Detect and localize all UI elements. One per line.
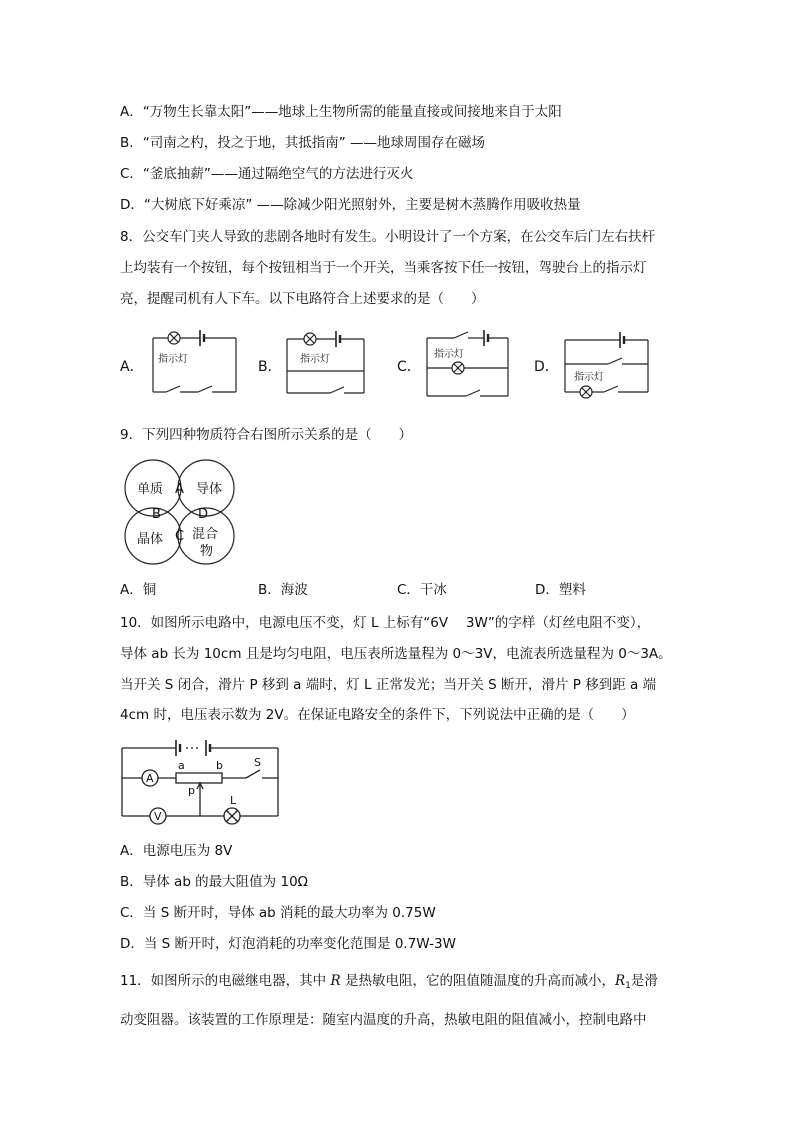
q8-option-c-label: C． bbox=[397, 359, 421, 375]
ammeter-label: A bbox=[146, 772, 154, 785]
q9-option-b: B．海波 bbox=[258, 582, 308, 598]
q7-option-b: B．“司南之杓，投之于地，其抵指南” ——地球周围存在磁场 bbox=[120, 135, 486, 151]
venn-label-elemental: 单质 bbox=[137, 482, 164, 497]
lamp-label: 指示灯 bbox=[574, 372, 604, 383]
lamp-label: 指示灯 bbox=[300, 354, 330, 365]
q10-option-a: A．电源电压为 8V bbox=[120, 843, 233, 859]
venn-region-b: B bbox=[152, 507, 161, 522]
q10-stem-line-4: 4cm 时，电压表示数为 2V。在保证电路安全的条件下，下列说法中正确的是（ ） bbox=[120, 707, 635, 723]
venn-region-d: D bbox=[198, 507, 209, 522]
q10-stem-line-2: 导体 ab 长为 10cm 且是均匀电阻，电压表所选量程为 0～3V，电流表所选量程为 0～3A。 bbox=[120, 646, 672, 662]
q7-option-c: C．“釜底抽薪”——通过隔绝空气的方法进行灭火 bbox=[120, 166, 414, 182]
q9-option-d: D．塑料 bbox=[535, 582, 586, 598]
voltmeter-label: V bbox=[154, 810, 162, 823]
venn-label-conductor: 导体 bbox=[196, 482, 223, 497]
lamp-label: 指示灯 bbox=[158, 354, 188, 365]
venn-label-crystal: 晶体 bbox=[137, 532, 164, 547]
q8-option-a-label: A． bbox=[120, 359, 144, 375]
q7-option-a: A．“万物生长靠太阳”——地球上生物所需的能量直接或间接地来自于太阳 bbox=[120, 104, 562, 120]
q10-option-c: C．当 S 断开时，导体 ab 消耗的最大功率为 0.75W bbox=[120, 905, 436, 921]
q11-symbol-r: R bbox=[330, 973, 341, 989]
lamp-l-label: L bbox=[230, 794, 237, 807]
venn-region-c: C bbox=[175, 529, 185, 544]
q11-text-part-3: 是滑 bbox=[630, 973, 658, 989]
q10-stem-line-3: 当开关 S 闭合，滑片 P 移到 a 端时，灯 L 正常发光；当开关 S 断开，滑片 P 移到距 a 端 bbox=[120, 677, 657, 693]
q8-stem-line-2: 上均装有一个按钮，每个按钮相当于一个开关，当乘客按下任一按钮，驾驶台上的指示灯 bbox=[120, 260, 647, 276]
venn-label-mixture-2: 物 bbox=[200, 544, 214, 559]
q11-stem-line-1 bbox=[120, 971, 658, 996]
q11-symbol-r1: R bbox=[614, 973, 626, 989]
terminal-b-label: b bbox=[216, 759, 223, 772]
terminal-a-label: a bbox=[178, 759, 185, 772]
q9-option-c: C．干冰 bbox=[397, 582, 447, 598]
q11-stem-line-2: 动变阻器。该装置的工作原理是：随室内温度的升高，热敏电阻的阻值减小，控制电路中 bbox=[120, 1012, 647, 1028]
q8-circuit-d bbox=[562, 326, 654, 404]
venn-label-mixture-1: 混合 bbox=[192, 527, 219, 542]
q8-option-b-label: B． bbox=[258, 359, 282, 375]
q8-stem-line-1: 8．公交车门夹人导致的悲剧各地时有发生。小明设计了一个方案，在公交车后门左右扶杆 bbox=[120, 229, 656, 245]
q11-symbol-r1-subscript: 1 bbox=[625, 981, 631, 991]
q8-circuit-c bbox=[424, 326, 514, 404]
venn-region-a: A bbox=[175, 482, 184, 497]
q9-venn-diagram bbox=[122, 458, 244, 570]
q10-option-b: B．导体 ab 的最大阻值为 10Ω bbox=[120, 874, 308, 890]
q10-option-d: D．当 S 断开时，灯泡消耗的功率变化范围是 0.7W-3W bbox=[120, 936, 456, 952]
switch-s-label: S bbox=[254, 756, 261, 769]
q8-option-d-label: D． bbox=[534, 359, 559, 375]
q11-text-part-1: 11．如图所示的电磁继电器，其中 bbox=[120, 973, 331, 989]
q10-stem-line-1: 10．如图所示电路中，电源电压不变，灯 L 上标有“6V 3W”的字样（灯丝电阻不变）， bbox=[120, 615, 651, 631]
q7-option-d: D．“大树底下好乘凉” ——除减少阳光照射外，主要是树木蒸腾作用吸收热量 bbox=[120, 197, 581, 213]
q11-text-part-2: 是热敏电阻，它的阻值随温度的升高而减小， bbox=[340, 973, 615, 989]
q10-circuit-diagram bbox=[118, 736, 284, 828]
q8-circuit-a bbox=[148, 326, 243, 404]
q9-option-a: A．铜 bbox=[120, 582, 157, 598]
q8-circuit-b bbox=[284, 327, 369, 405]
slider-p-label: p bbox=[188, 784, 195, 797]
q8-stem-line-3: 亮，提醒司机有人下车。以下电路符合上述要求的是（ ） bbox=[120, 291, 485, 307]
lamp-label: 指示灯 bbox=[434, 349, 464, 360]
q9-stem: 9．下列四种物质符合右图所示关系的是（ ） bbox=[120, 427, 413, 443]
